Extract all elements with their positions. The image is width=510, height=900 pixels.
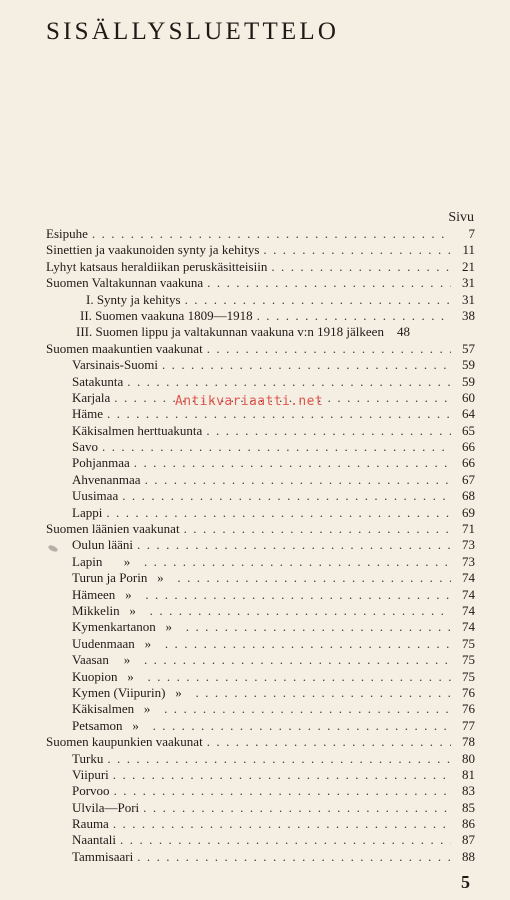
- toc-entry-varsinais-suomi: [0, 357, 510, 373]
- toc-entry-title: Turun ja Porin: [72, 570, 148, 586]
- toc-entry-ulvila-pori: [0, 800, 510, 816]
- dot-leader: [120, 832, 451, 848]
- toc-entry-title: Kymen (Viipurin): [72, 684, 166, 700]
- toc-entry-page: 59: [462, 357, 475, 373]
- dot-leader: [114, 783, 451, 799]
- dot-leader: [185, 292, 451, 308]
- dot-leader: [207, 275, 451, 291]
- toc-entry-naantali: [0, 832, 510, 848]
- dot-leader: [164, 701, 451, 717]
- toc-entry-title: Suomen läänien vaakunat: [46, 521, 180, 537]
- ditto-mark: »: [165, 619, 173, 635]
- ditto-mark: »: [123, 652, 131, 668]
- ditto-mark: »: [143, 701, 151, 717]
- toc-entry-title: Karjala: [72, 389, 111, 405]
- toc-entry-page: 11: [462, 242, 475, 258]
- toc-entry-title: Häme: [72, 406, 104, 422]
- toc-entry-kuopion: [0, 669, 510, 685]
- toc-entry-mikkelin: [0, 603, 510, 619]
- toc-entry-title: Esipuhe: [46, 226, 88, 241]
- toc-entry-title: Suomen Valtakunnan vaakuna: [46, 275, 204, 291]
- toc-entry-kaupunkien-vaakunat: [0, 734, 510, 750]
- dot-leader: [107, 751, 451, 767]
- dot-leader: [263, 242, 451, 258]
- dot-leader: [148, 669, 452, 685]
- dot-leader: [144, 652, 451, 668]
- toc-entry-rauma: [0, 816, 510, 832]
- dot-leader: [257, 308, 451, 324]
- toc-entry-title: Lappi: [72, 504, 103, 520]
- toc-entry-page: 87: [462, 832, 475, 848]
- toc-entry-kakisalmen: [0, 701, 510, 717]
- toc-entry-turku: [0, 751, 510, 767]
- toc-entry-kymenkartanon: [0, 619, 510, 635]
- toc-entry-lappi: [0, 505, 510, 521]
- toc-entry-page: 75: [462, 635, 475, 651]
- toc-entry-title: Rauma: [72, 816, 109, 832]
- toc-entry-title: Käkisalmen: [72, 701, 135, 717]
- toc-entry-lyhyt-katsaus: [0, 259, 510, 275]
- toc-entry-title: Savo: [72, 439, 98, 455]
- toc-entry-page: 66: [462, 455, 475, 471]
- toc-entry-page: 57: [462, 340, 475, 356]
- dot-leader: [150, 603, 451, 619]
- toc-entry-page: 80: [462, 750, 475, 766]
- toc-entry-title: Ulvila—Pori: [72, 799, 140, 815]
- toc-entry-lapin: [0, 554, 510, 570]
- dot-leader: [207, 734, 451, 750]
- dot-leader: [207, 341, 451, 357]
- toc-entry-page: 48: [396, 324, 410, 340]
- toc-entry-title: Satakunta: [72, 373, 124, 389]
- toc-entry-page: 65: [462, 422, 475, 438]
- toc-entry-page: 74: [462, 602, 475, 618]
- toc-entry-title: Varsinais-Suomi: [72, 357, 158, 373]
- ditto-mark: »: [129, 602, 136, 618]
- dot-leader: [137, 537, 451, 553]
- toc-entry-title: Pohjanmaa: [72, 455, 130, 471]
- toc-entry-page: 88: [462, 848, 475, 864]
- toc-entry-page: 59: [462, 373, 475, 389]
- toc-entry-title: III. Suomen lippu ja valtakunnan vaakuna v:n 1918 jälkeen: [76, 324, 384, 340]
- dot-leader: [177, 570, 451, 586]
- toc-entry-page: 67: [462, 471, 475, 487]
- toc-entry-title: II. Suomen vaakuna 1809—1918: [80, 307, 253, 323]
- toc-entry-title: Suomen kaupunkien vaakunat: [46, 734, 203, 750]
- toc-entry-title: Vaasan: [72, 652, 109, 668]
- toc-entry-title: Kuopion: [72, 668, 118, 684]
- toc-entry-valtakunnan-vaakuna: [0, 275, 510, 291]
- dot-leader: [145, 472, 451, 488]
- toc-entry-page: 68: [462, 488, 475, 504]
- toc-entry-page: 60: [462, 389, 475, 405]
- toc-entry-kakisalmen-herttuakunta: [0, 423, 510, 439]
- dot-leader: [186, 619, 451, 635]
- toc-entry-page: 75: [462, 652, 475, 668]
- dot-leader: [165, 636, 451, 652]
- toc-entry-title: Suomen maakuntien vaakunat: [46, 340, 203, 356]
- dot-leader: [271, 259, 451, 275]
- toc-entry-page: 76: [462, 684, 475, 700]
- toc-entry-page: 74: [462, 586, 475, 602]
- page-title: SISÄLLYSLUETTELO: [46, 18, 340, 45]
- toc-entry-title: Porvoo: [72, 783, 110, 799]
- toc-entry-title: Uusimaa: [72, 488, 119, 504]
- toc-entry-title: Mikkelin: [72, 602, 120, 618]
- toc-entry-page: 64: [462, 406, 475, 422]
- dot-leader: [102, 439, 451, 455]
- toc-entry-title: Naantali: [72, 832, 117, 848]
- toc-entry-page: 76: [462, 701, 475, 717]
- toc-entry-uusimaa: [0, 488, 510, 504]
- page-column-label: Sivu: [448, 210, 474, 225]
- watermark: Antikvariaatti.net: [175, 394, 324, 409]
- toc-entry-title: Viipuri: [72, 766, 109, 782]
- toc-entry-page: 73: [462, 553, 475, 569]
- toc-entry-uudenmaan: [0, 636, 510, 652]
- dot-leader: [144, 554, 451, 570]
- toc-entry-page: 31: [462, 291, 475, 307]
- toc-entry-title: Kymenkartanon: [72, 619, 156, 635]
- dot-leader: [195, 685, 451, 701]
- toc-entry-kymen-viipurin: [0, 685, 510, 701]
- toc-entry-maakuntien-vaakunat: [0, 341, 510, 357]
- dot-leader: [162, 357, 451, 373]
- dot-leader: [122, 488, 451, 504]
- toc-entry-viipuri: [0, 767, 510, 783]
- toc-entry-hameen: [0, 587, 510, 603]
- dot-leader: [92, 226, 451, 242]
- page-number: 5: [461, 872, 470, 892]
- dot-leader: [106, 505, 451, 521]
- toc-entry-page: 74: [462, 570, 475, 586]
- dot-leader: [153, 718, 451, 734]
- toc-entry-page: 31: [462, 275, 475, 291]
- toc-entry-title: Petsamon: [72, 717, 123, 733]
- ditto-mark: »: [144, 635, 152, 651]
- toc-entry-turun-ja-porin: [0, 570, 510, 586]
- dot-leader: [184, 521, 451, 537]
- toc-entry-page: 74: [462, 619, 475, 635]
- toc-entry-ahvenanmaa: [0, 472, 510, 488]
- toc-entry-vaasan: [0, 652, 510, 668]
- toc-entry-title: Ahvenanmaa: [72, 471, 141, 487]
- toc-entry-title: Lapin: [72, 553, 103, 569]
- toc-entry-page: 38: [462, 307, 475, 323]
- ditto-mark: »: [123, 553, 131, 569]
- toc-entry-synty: [0, 292, 510, 308]
- toc-entry-oulun-laani: [0, 537, 510, 553]
- toc-entry-page: 75: [462, 668, 475, 684]
- toc-entry-page: 73: [462, 537, 475, 553]
- dot-leader: [127, 374, 451, 390]
- dot-leader: [137, 849, 451, 865]
- dot-leader: [113, 816, 451, 832]
- toc-entry-page: 71: [462, 521, 475, 537]
- toc-entry-satakunta: [0, 374, 510, 390]
- toc-entry-lippu: [0, 324, 510, 340]
- toc-entry-vaakuna-1809: [0, 308, 510, 324]
- toc-entry-page: 7: [468, 226, 475, 241]
- toc-entry-page: 66: [462, 439, 475, 455]
- toc-entry-title: Tammisaari: [72, 848, 134, 864]
- toc-entry-page: 69: [462, 504, 475, 520]
- toc-entry-page: 78: [462, 734, 475, 750]
- toc-entry-title: Uudenmaan: [72, 635, 135, 651]
- ditto-mark: »: [175, 684, 182, 700]
- toc-entry-esipuhe: [0, 226, 510, 242]
- toc-entry-title: Hämeen: [72, 586, 116, 602]
- toc-entry-title: Turku: [72, 750, 104, 766]
- toc-entry-savo: [0, 439, 510, 455]
- ditto-mark: »: [132, 717, 139, 733]
- toc-entry-page: 21: [462, 258, 475, 274]
- toc-entry-pohjanmaa: [0, 455, 510, 471]
- toc-entry-tammisaari: [0, 849, 510, 865]
- toc-entry-title: Käkisalmen herttuakunta: [72, 422, 203, 438]
- ditto-mark: »: [125, 586, 132, 602]
- dot-leader: [145, 587, 451, 603]
- ditto-mark: »: [127, 668, 134, 684]
- toc-entry-title: I. Synty ja kehitys: [86, 291, 181, 307]
- toc-entry-laanien-vaakunat: [0, 521, 510, 537]
- dot-leader: [143, 800, 451, 816]
- toc-entry-page: 83: [462, 783, 475, 799]
- toc-entry-porvoo: [0, 783, 510, 799]
- toc-entry-page: 85: [462, 799, 475, 815]
- toc-entry-sinettien: [0, 242, 510, 258]
- toc-entry-title: Sinettien ja vaakunoiden synty ja kehitys: [46, 242, 260, 258]
- ditto-mark: »: [157, 570, 164, 586]
- table-of-contents: [0, 226, 510, 865]
- toc-entry-page: 81: [462, 766, 475, 782]
- toc-entry-page: 86: [462, 816, 475, 832]
- toc-entry-title: Oulun lääni: [72, 537, 134, 553]
- toc-entry-page: 77: [462, 717, 475, 733]
- toc-entry-title: Lyhyt katsaus heraldiikan peruskäsitteisiin: [46, 258, 268, 274]
- dot-leader: [134, 455, 451, 471]
- dot-leader: [113, 767, 451, 783]
- toc-entry-petsamon: [0, 718, 510, 734]
- dot-leader: [206, 423, 451, 439]
